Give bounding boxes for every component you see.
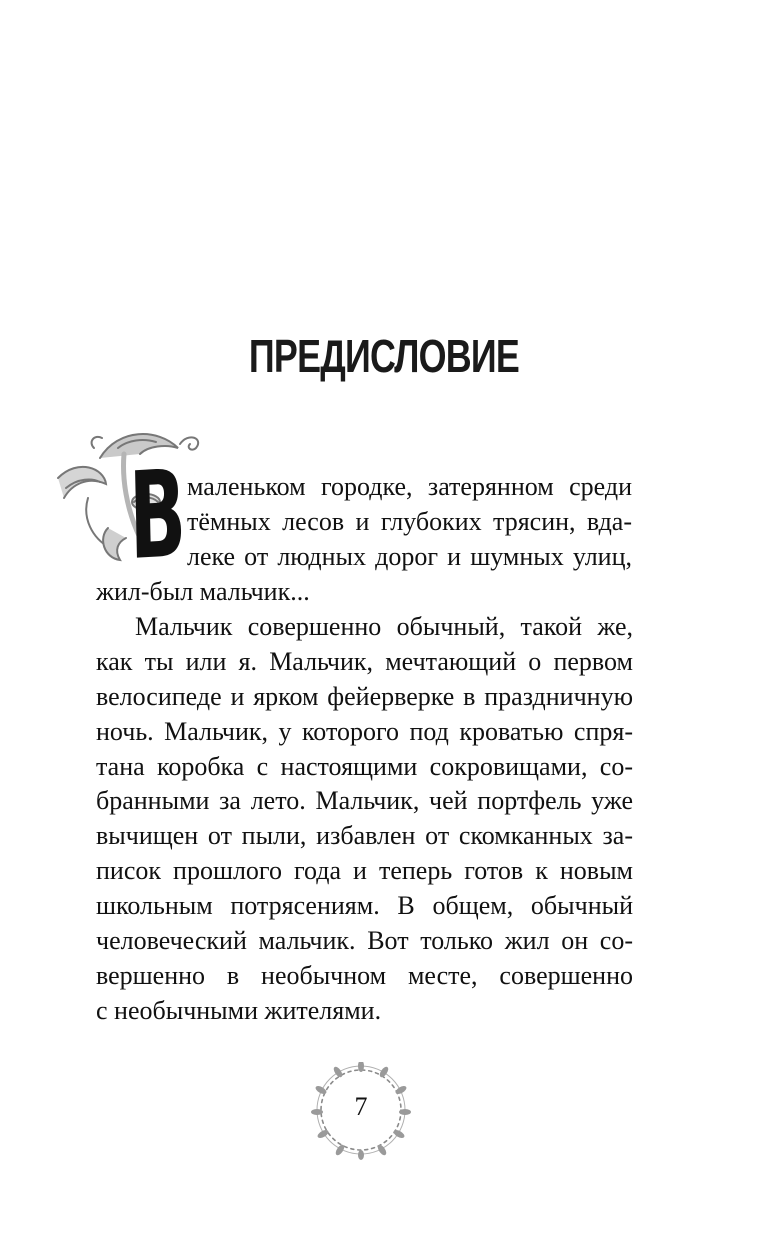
text-line: жил-был мальчик... [96, 577, 310, 606]
paragraph-2 [96, 610, 633, 1029]
page-number-frame [306, 1062, 416, 1162]
text-line: бранными за лето. Мальчик, чей портфель уже [96, 786, 633, 816]
text-line: с необычными жителями. [96, 995, 382, 1025]
text-line: леке от людных дорог и шумных улиц, [187, 542, 632, 571]
text-line: Мальчик совершенно обычный, такой же, [135, 612, 633, 641]
text-line: тана коробка с настоящими сокровищами, со- [96, 751, 633, 781]
page-number: 7 [354, 1092, 368, 1121]
text-line: тёмных лесов и глубоких трясин, вда- [187, 507, 632, 536]
text-line: человеческий мальчик. Вот только жил он со- [96, 926, 633, 956]
text-line: ночь. Мальчик, у которого под кроватью спря- [96, 716, 633, 746]
text-line: школьным потрясениям. В общем, обычный [96, 891, 633, 921]
text-line: вершенно в необычном месте, совершенно [96, 960, 633, 990]
text-line: велосипеде и ярком фейерверке в праздничную [96, 681, 633, 711]
text-line: писок прошлого года и теперь готов к новым [96, 856, 633, 886]
chapter-title: ПРЕДИСЛОВИЕ [248, 330, 520, 382]
text-line: маленьком городке, затерянном среди [187, 472, 632, 501]
text-line: как ты или я. Мальчик, мечтающий о первом [96, 646, 633, 676]
text-line: вычищен от пыли, избавлен от скомканных за- [96, 821, 633, 851]
drop-cap: В [127, 444, 188, 587]
